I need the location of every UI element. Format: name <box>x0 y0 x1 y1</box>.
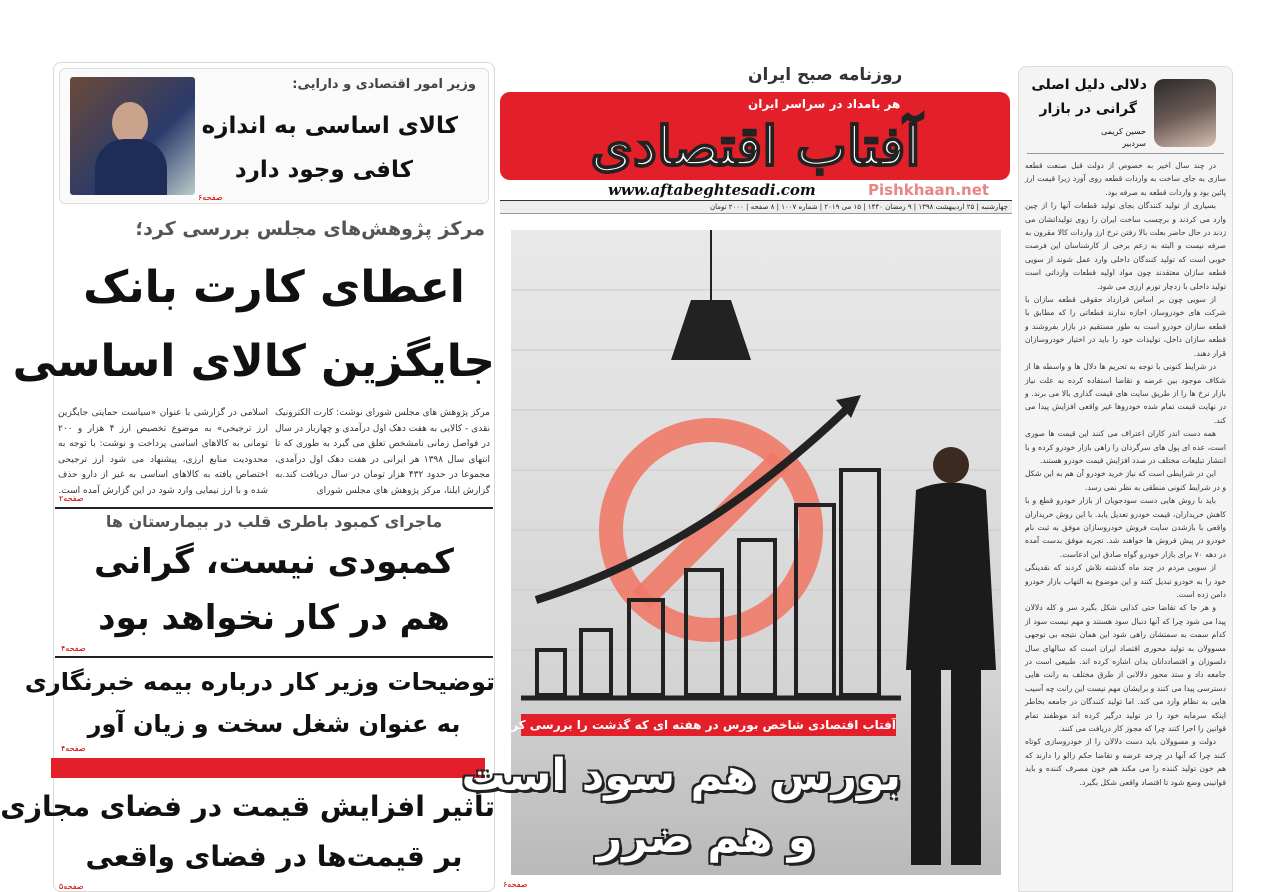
divider <box>55 656 493 658</box>
page-ref: صفحه۴ <box>61 744 86 753</box>
top-story-kicker: وزیر امور اقتصادی و دارایی: <box>292 77 476 92</box>
minister-photo <box>70 77 195 195</box>
cover-illustration[interactable] <box>461 230 1001 875</box>
page-ref: صفحه۴ <box>61 644 86 653</box>
story3-title-2[interactable]: هم در کار نخواهد بود <box>98 598 450 638</box>
lamp-icon <box>671 300 751 360</box>
paragraph: از سویی مردم در چند ماه گذشته تلاش کردند که نقدینگی خود را به خودرو تبدیل کنند و این موضوع به التهاب بازار خودرو دامن زده است. <box>1025 563 1226 599</box>
paragraph: این در شرایطی است که نیاز خرید خودرو آن هم به این شکل و در شرایط کنونی منطقی به نظر نمی رسد. <box>1025 469 1226 492</box>
author-photo <box>1154 79 1216 147</box>
page-ref: صفحه۶ <box>198 193 223 202</box>
masthead <box>498 60 1013 200</box>
top-story-title-2: کافی وجود دارد <box>234 157 413 183</box>
story5-title-2[interactable]: بر قیمت‌ها در فضای واقعی <box>85 840 463 873</box>
page-ref: صفحه۶ <box>503 880 528 889</box>
top-story-title-1: کالای اساسی به اندازه <box>201 113 458 139</box>
subtitle: هر بامداد در سراسر ایران <box>748 97 901 111</box>
paragraph: همه دست اندر کاران اعتراف می کنند این قیمت ها صوری است، عده ای پول های سرگردان را راهی بازار خودرو کرده و با انتشار تبلیغات مختلف در صدد افزایش قیمت خودرو هستند. <box>1025 429 1226 465</box>
website-link[interactable]: www.aftabeghtesadi.com <box>608 181 816 199</box>
main-story-title-1[interactable]: اعطای کارت بانک <box>83 262 465 313</box>
story3-kicker: ماجرای کمبود باطری قلب در بیمارستان ها <box>105 512 443 531</box>
editorial-title-1[interactable]: دلالی دلیل اصلی <box>1031 77 1147 93</box>
main-story-kicker: مرکز پژوهش‌های مجلس بررسی کرد؛ <box>135 218 485 240</box>
tagline: روزنامه صبح ایران <box>748 65 903 85</box>
editorial-body <box>1025 159 1226 889</box>
editorial-column <box>1018 66 1233 892</box>
paragraph: در شرایط کنونی با توجه به تحریم ها دلال ها و واسطه ها از شکاف موجود بین عرضه و تقاضا استفاده کرده به علت نیاز بازار نرخ ها را از طریق سایت های قیمت گذاری بالا می برند. و در نهایت قیمت تمام شده خودروها غیر واقعی افزایش پیدا می کند. <box>1025 362 1226 425</box>
top-story-box[interactable] <box>59 68 489 204</box>
divider <box>1027 153 1224 154</box>
story4-title-1[interactable]: توضیحات وزیر کار درباره بیمه خبرنگاری <box>24 668 495 696</box>
author-name: حسین کریمی <box>1101 127 1146 136</box>
businessman-figure <box>906 447 996 865</box>
author-role: سردبیر <box>1122 139 1146 148</box>
red-bar <box>51 758 485 778</box>
story3-title-1[interactable]: کمبودی نیست، گرانی <box>94 542 454 582</box>
logo: آفتاب اقتصادی <box>590 114 921 178</box>
main-story-column-right: مرکز پژوهش های مجلس شورای نوشت: کارت الکترونیک نقدی - کالایی به هفت دهک اول درآمدی و چهاربار در سال در فواصل زمانی نامشخص تعلق می گیرد به طوری که تا انتهای سال ۱۳۹۸ هر ایرانی در هفت دهک اول درآمدی، مجموعا در حدود ۴۳۲ هزار تومان در سال دریافت کند.به گزارش ایلنا، مرکز پژوهش های مجلس شورای <box>275 408 491 496</box>
main-story-title-2[interactable]: جایگزین کالای اساسی <box>12 336 495 387</box>
story5-title-1[interactable]: تأثیر افزایش قیمت در فضای مجازی <box>0 790 495 823</box>
page-ref: صفحه۵ <box>59 882 84 891</box>
paragraph: در چند سال اخیر به خصوص از دولت قبل صنعت قطعه سازی به جای ساخت به واردات قطعه روی آورد زیرا قیمت ارز پائین بود و واردات قطعه به صرفه بود. <box>1025 161 1226 197</box>
cover-caption: آفتاب اقتصادی شاخص بورس در هفته ای که گذشت را بررسی کرد <box>521 714 896 736</box>
dateline-bar <box>500 200 1012 214</box>
dateline: چهارشنبه | ۲۵ اردیبهشت ۱۳۹۸ | ۹ رمضان ۱۴۴۰ | ۱۵ می ۲۰۱۹ | شماره ۱۰۰۷ | ۸ صفحه | ۲۰۰۰ تومان <box>709 203 1008 211</box>
editorial-title-2[interactable]: گرانی در بازار <box>1039 101 1137 117</box>
main-story-column-left: اسلامی در گزارشی با عنوان «سیاست حمایتی جایگزین ارز ترجیحی» به موضوع تخصیص ارز ۴ هزار و ۲۰۰ تومانی به کالاهای اساسی پرداخت و نوشت: با توجه به محدودیت منابع ارزی، پیشنهاد می شود ارز ترجیحی اختصاص یافته به کالاهای اساسی به غیر از دارو حذف شده و با ارز نیمایی وارد شود در این گزارش آمده است. <box>58 408 268 496</box>
paragraph: دولت و مسوولان باید دست دلالان را از خودروسازی کوتاه کنند چرا که آنها در چرخه عرضه و تقاضا حکم زالو را دارند که هم خون تولید کننده را می مکند هم خون مصرف کننده و باید قوانینی وضع شود تا اقتصاد واقعی شکل بگیرد. <box>1025 737 1226 787</box>
page-ref: صفحه۲ <box>59 494 84 503</box>
story4-title-2[interactable]: به عنوان شغل سخت و زیان آور <box>87 710 461 738</box>
cover-headline-2[interactable]: و هم ضرر <box>596 812 816 863</box>
paragraph: باید با روش هایی دست سودجویان از بازار خودرو قطع و با کاهش خریداران، قیمت خودرو تعدیل یابد. با این روش خریداران واقعی با بازشدن سایت فروش خودروسازان موفق به ثبت نام خودرو در پیش فروش ها خواهند شد. تجربه موفق بدست آمده در دهه ۷۰ برای بازار خودرو گواه صادق این ادعاست. <box>1025 496 1226 559</box>
divider <box>55 507 493 509</box>
paragraph: بسیاری از تولید کنندگان بجای تولید قطعات آنها را از چین وارد می کردند و برچسب ساخت ایران را روی تولیداتشان می زدند در حال حاضر بعلت بالا رفتن نرخ ارز واردات کالا مقرون به صرفه نیست و البته به زعم برخی از کارشناسان این فرصت خوبی است که تولید کنندگان داخلی وارد عمل شوند از سویی قطعه سازان معتقدند چون مواد اولیه قطعات وارداتی است تولید داخلی با زدچار تورم ارزی می شود. <box>1025 201 1226 291</box>
watermark: Pishkhaan.net <box>868 181 990 199</box>
cover-headline-1[interactable]: بورس هم سود است <box>461 750 901 801</box>
paragraph: از سویی چون بر اساس قرارداد حقوقی قطعه سازان با شرکت های خودروساز، اجازه ندارند قطعاتی را که مطابق با قطعه سازان خودرو است به طور مستقیم در بازار بفروشند و قطعه سازان داخل، تولیدات خود را باید در اختیار خودروسازان قرار دهند. <box>1025 295 1226 358</box>
paragraph: و هر جا که تقاضا حتی کذایی شکل بگیرد سر و کله دلالان پیدا می شود چرا که آنها دنبال سود هستند و مهم نیست سود از کدام سمت به سمتشان راهی شود این همان نتیجه بی توجهی مسوولان به تولید محوری اقتصاد ایران است که سالهای سال دلسوزان و اقتصاددانان بدان اشاره کرده اند. طبیعی است در جامعه داد و ستد محور دلالانی از طرق مختلف به رانت هایی دسترسی پیدا می کنند و برایشان مهم نیست این رانت چه آسیب هایی به نظام وارد می کند. اما تولید کنندگان در جامعه بخاطر اینکه سرمایه خود را در تولید درگیر کرده اند موظفند تمام قوانین را اجرا کنند چرا که مجوز کار دریافت می کنند. <box>1024 603 1226 734</box>
